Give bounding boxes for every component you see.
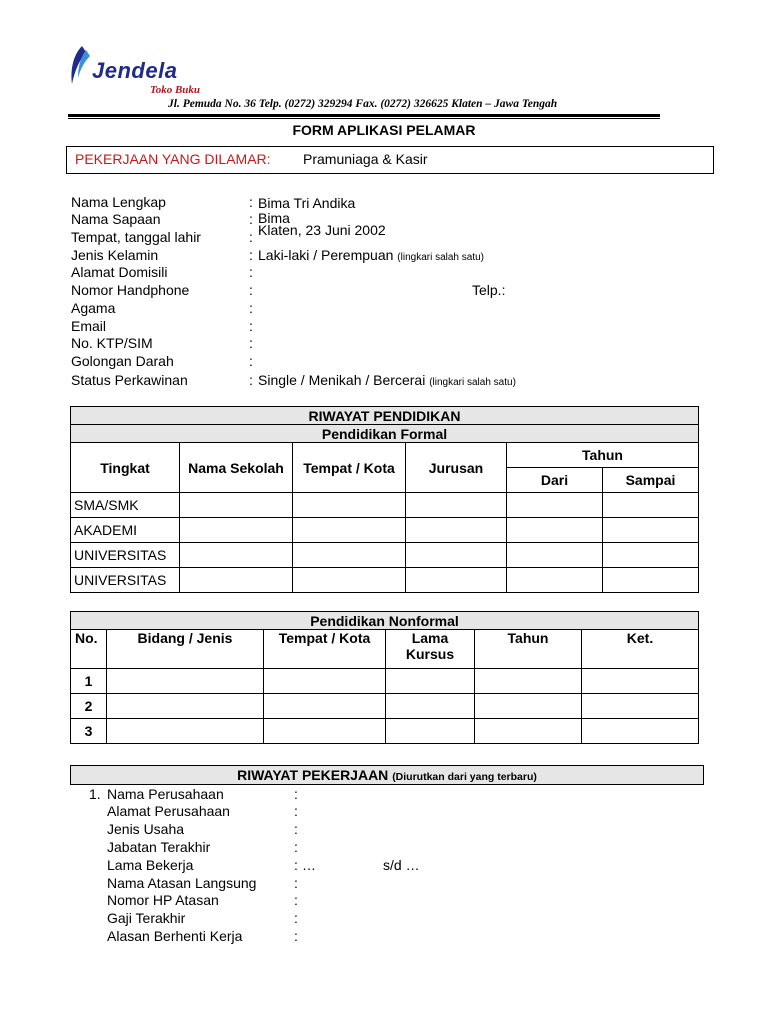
field-value-birth-place-date[interactable]: Klaten, 23 Juni 2002	[258, 222, 386, 238]
brand-name: Jendela	[92, 58, 178, 83]
colon: :	[249, 282, 253, 298]
field-label-address: Alamat Domisili	[71, 264, 168, 280]
work-history-heading: RIWAYAT PEKERJAAN	[237, 767, 389, 783]
col-header-note: Ket.	[582, 630, 699, 669]
colon: :	[294, 857, 298, 873]
field-cell[interactable]	[107, 694, 264, 719]
col-header-field: Bidang / Jenis	[107, 630, 264, 669]
place-cell[interactable]	[264, 694, 386, 719]
col-header-major: Jurusan	[406, 443, 507, 493]
field-value-marital-status[interactable]	[258, 372, 516, 388]
brand-tagline: Toko Buku	[150, 84, 201, 96]
from-cell[interactable]	[507, 493, 603, 518]
major-cell[interactable]	[406, 493, 507, 518]
row-number: 2	[71, 694, 107, 719]
table-row	[71, 518, 699, 543]
col-header-duration: Lama Kursus	[386, 630, 475, 669]
colon: :	[249, 318, 253, 334]
colon: :	[249, 300, 253, 316]
place-cell[interactable]	[264, 719, 386, 744]
formal-education-title: Pendidikan Formal	[71, 425, 699, 443]
work-value-duration-end[interactable]: s/d …	[383, 857, 420, 873]
col-header-from: Dari	[507, 468, 603, 493]
place-cell[interactable]	[293, 568, 406, 593]
major-cell[interactable]	[406, 568, 507, 593]
formal-education-table	[70, 406, 699, 593]
header-rule-thin	[68, 118, 660, 119]
work-value-duration-start[interactable]: …	[302, 857, 316, 873]
duration-cell[interactable]	[386, 719, 475, 744]
phone-telp-label: Telp.:	[472, 282, 506, 298]
colon: :	[294, 821, 298, 837]
company-address: Jl. Pemuda No. 36 Telp. (0272) 329294 Fax. (0272) 326625 Klaten – Jawa Tengah	[168, 98, 558, 110]
col-header-no: No.	[71, 630, 107, 669]
school-cell[interactable]	[180, 493, 293, 518]
level-cell: SMA/SMK	[71, 493, 180, 518]
colon: :	[249, 353, 253, 369]
level-cell: UNIVERSITAS	[71, 543, 180, 568]
duration-cell[interactable]	[386, 669, 475, 694]
field-cell[interactable]	[107, 669, 264, 694]
col-header-place: Tempat / Kota	[293, 443, 406, 493]
year-cell[interactable]	[475, 719, 582, 744]
col-header-year: Tahun	[475, 630, 582, 669]
gender-options: Laki-laki / Perempuan	[258, 247, 394, 263]
col-header-year: Tahun	[507, 443, 699, 468]
work-history-subtitle: (Diurutkan dari yang terbaru)	[392, 771, 537, 783]
note-cell[interactable]	[582, 694, 699, 719]
field-value-full-name[interactable]: Bima Tri Andika	[258, 195, 356, 211]
company-logo	[66, 44, 226, 100]
work-label-company-address: Alamat Perusahaan	[107, 803, 230, 819]
school-cell[interactable]	[180, 543, 293, 568]
colon: :	[249, 372, 253, 388]
note-cell[interactable]	[582, 669, 699, 694]
nonformal-education-table	[70, 611, 699, 744]
colon: :	[249, 194, 253, 210]
table-row	[71, 568, 699, 593]
table-row	[71, 669, 699, 694]
place-cell[interactable]	[264, 669, 386, 694]
field-value-gender[interactable]	[258, 247, 484, 263]
colon: :	[249, 229, 253, 245]
col-header-level: Tingkat	[71, 443, 180, 493]
col-header-school: Nama Sekolah	[180, 443, 293, 493]
row-number: 1	[71, 669, 107, 694]
colon: :	[294, 928, 298, 944]
position-applied-box	[66, 146, 714, 174]
level-cell: UNIVERSITAS	[71, 568, 180, 593]
table-row	[71, 543, 699, 568]
form-title: FORM APLIKASI PELAMAR	[292, 122, 476, 138]
table-row	[71, 694, 699, 719]
duration-cell[interactable]	[386, 694, 475, 719]
field-cell[interactable]	[107, 719, 264, 744]
colon: :	[249, 264, 253, 280]
note-cell[interactable]	[582, 719, 699, 744]
marital-note: (lingkari salah satu)	[429, 377, 516, 388]
from-cell[interactable]	[507, 568, 603, 593]
year-cell[interactable]	[475, 694, 582, 719]
header-rule-thick	[68, 114, 660, 117]
field-label-email: Email	[71, 318, 107, 334]
place-cell[interactable]	[293, 543, 406, 568]
major-cell[interactable]	[406, 518, 507, 543]
colon: :	[249, 211, 253, 227]
entry-number: 1.	[89, 786, 101, 802]
education-section-title: RIWAYAT PENDIDIKAN	[71, 407, 699, 425]
work-label-supervisor: Nama Atasan Langsung	[107, 875, 257, 891]
work-label-business-type: Jenis Usaha	[107, 821, 185, 837]
work-history-title	[70, 765, 704, 785]
place-cell[interactable]	[293, 493, 406, 518]
school-cell[interactable]	[180, 518, 293, 543]
colon: :	[294, 839, 298, 855]
colon: :	[294, 892, 298, 908]
table-row	[71, 493, 699, 518]
col-header-to: Sampai	[603, 468, 699, 493]
school-cell[interactable]	[180, 568, 293, 593]
field-label-full-name: Nama Lengkap	[71, 194, 166, 210]
field-label-blood-type: Golongan Darah	[71, 353, 174, 369]
to-cell[interactable]	[603, 518, 699, 543]
colon: :	[249, 247, 253, 263]
row-number: 3	[71, 719, 107, 744]
work-label-last-position: Jabatan Terakhir	[107, 839, 211, 855]
field-label-phone: Nomor Handphone	[71, 282, 190, 298]
field-label-id-number: No. KTP/SIM	[71, 335, 153, 351]
year-cell[interactable]	[475, 669, 582, 694]
nonformal-education-title: Pendidikan Nonformal	[71, 612, 699, 630]
table-row	[71, 719, 699, 744]
place-cell[interactable]	[293, 518, 406, 543]
work-label-company: Nama Perusahaan	[107, 786, 224, 802]
colon: :	[249, 335, 253, 351]
field-label-marital-status: Status Perkawinan	[71, 372, 188, 388]
colon: :	[294, 786, 298, 802]
position-label: PEKERJAAN YANG DILAMAR:	[75, 151, 271, 167]
colon: :	[294, 910, 298, 926]
position-value[interactable]: Pramuniaga & Kasir	[303, 151, 428, 167]
field-label-religion: Agama	[71, 300, 116, 316]
to-cell[interactable]	[603, 543, 699, 568]
to-cell[interactable]	[603, 493, 699, 518]
colon: :	[294, 875, 298, 891]
work-label-supervisor-phone: Nomor HP Atasan	[107, 892, 219, 908]
field-label-birth-place-date: Tempat, tanggal lahir	[71, 229, 201, 245]
from-cell[interactable]	[507, 518, 603, 543]
from-cell[interactable]	[507, 543, 603, 568]
work-label-duration: Lama Bekerja	[107, 857, 194, 873]
marital-options: Single / Menikah / Bercerai	[258, 372, 426, 388]
field-label-nickname: Nama Sapaan	[71, 211, 161, 227]
field-label-gender: Jenis Kelamin	[71, 247, 159, 263]
level-cell: AKADEMI	[71, 518, 180, 543]
gender-note: (lingkari salah satu)	[397, 252, 485, 263]
field-value-nickname[interactable]: Bima	[258, 210, 290, 226]
to-cell[interactable]	[603, 568, 699, 593]
major-cell[interactable]	[406, 543, 507, 568]
work-label-last-salary: Gaji Terakhir	[107, 910, 186, 926]
colon: :	[294, 803, 298, 819]
col-header-place: Tempat / Kota	[264, 630, 386, 669]
work-label-reason-leaving: Alasan Berhenti Kerja	[107, 928, 243, 944]
